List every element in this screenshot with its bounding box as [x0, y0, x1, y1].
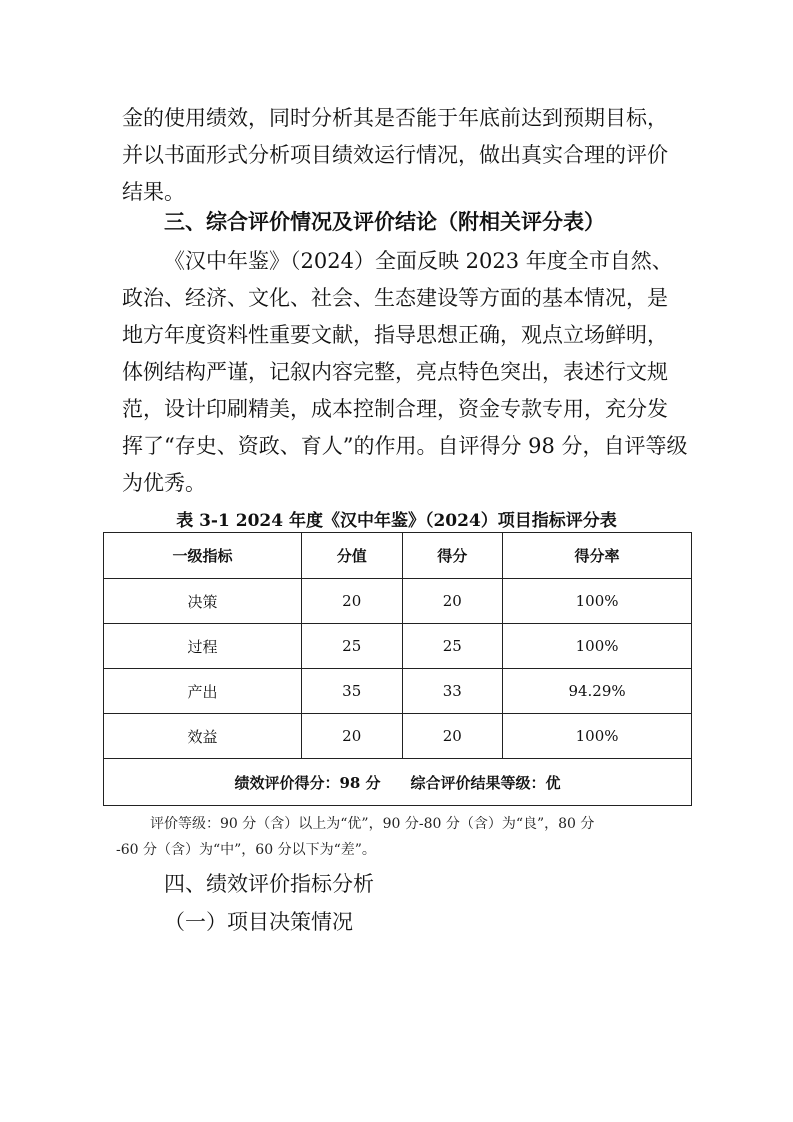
summary-paragraph — [122, 243, 688, 502]
section-3-heading: 三、综合评价情况及评价结论（附相关评分表） — [164, 209, 605, 234]
table-cell: 25 — [301, 624, 402, 669]
table-caption: 表 3-1 2024 年度《汉中年鉴》（2024）项目指标评分表 — [176, 511, 617, 531]
table-header-cell: 得分率 — [503, 533, 692, 579]
grading-note-line: -60 分（含）为“中”，60 分以下为“差”。 — [116, 842, 376, 858]
grading-note — [116, 811, 682, 863]
table-cell: 20 — [402, 714, 503, 759]
intro-line: 结果。 — [122, 180, 185, 204]
table-cell: 20 — [301, 579, 402, 624]
table-cell: 100% — [503, 579, 692, 624]
intro-paragraph — [122, 100, 682, 211]
intro-line: 并以书面形式分析项目绩效运行情况，做出真实合理的评价 — [122, 143, 668, 167]
subsection-heading: （一）项目决策情况 — [164, 910, 353, 934]
summary-line: 政治、经济、文化、社会、生态建设等方面的基本情况，是 — [122, 286, 668, 310]
table-row — [104, 714, 692, 759]
summary-line: 为优秀。 — [122, 471, 206, 495]
table-row — [104, 669, 692, 714]
table-cell: 94.29% — [503, 669, 692, 714]
table-header-cell: 分值 — [301, 533, 402, 579]
table-row — [104, 624, 692, 669]
table-cell: 33 — [402, 669, 503, 714]
table-summary-cell: 绩效评价得分：98 分 综合评价结果等级：优 — [104, 759, 692, 806]
section-4-heading: 四、绩效评价指标分析 — [164, 872, 374, 896]
table-cell: 100% — [503, 624, 692, 669]
summary-line: 《汉中年鉴》（2024）全面反映 2023 年度全市自然、 — [164, 249, 673, 273]
table-cell: 35 — [301, 669, 402, 714]
table-cell: 决策 — [104, 579, 302, 624]
summary-line: 地方年度资料性重要文献，指导思想正确，观点立场鲜明， — [122, 323, 668, 347]
table-header-cell: 得分 — [402, 533, 503, 579]
summary-line: 体例结构严谨，记叙内容完整，亮点特色突出，表述行文规 — [122, 360, 668, 384]
table-cell: 25 — [402, 624, 503, 669]
table-header-row — [104, 533, 692, 579]
table-summary-row — [104, 759, 692, 806]
grading-note-line: 评价等级：90 分（含）以上为“优”，90 分-80 分（含）为“良”，80 分 — [150, 816, 595, 832]
summary-line: 挥了“存史、资政、育人”的作用。自评得分 98 分，自评等级 — [122, 434, 688, 458]
score-table — [103, 532, 692, 806]
intro-line: 金的使用绩效，同时分析其是否能于年底前达到预期目标， — [122, 106, 668, 130]
table-row — [104, 579, 692, 624]
table-cell: 20 — [301, 714, 402, 759]
table-cell: 100% — [503, 714, 692, 759]
summary-line: 范，设计印刷精美，成本控制合理，资金专款专用，充分发 — [122, 397, 668, 421]
table-cell: 20 — [402, 579, 503, 624]
table-cell: 过程 — [104, 624, 302, 669]
table-cell: 效益 — [104, 714, 302, 759]
table-cell: 产出 — [104, 669, 302, 714]
table-header-cell: 一级指标 — [104, 533, 302, 579]
